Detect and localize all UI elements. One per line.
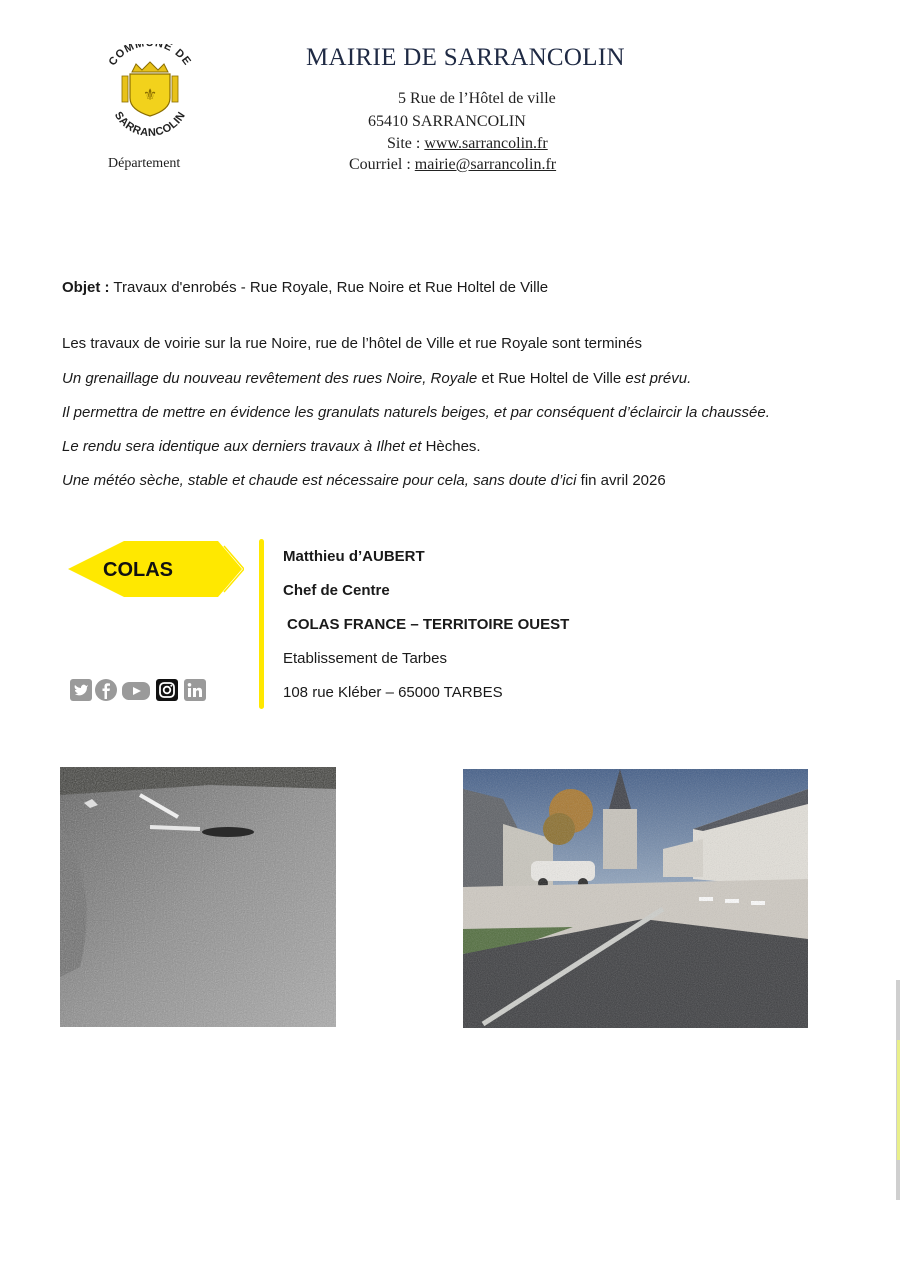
email-label: Courriel : [349,156,415,173]
svg-text:⚜: ⚜ [142,87,158,104]
signature-name: Matthieu d’AUBERT [283,548,425,565]
paragraph-3 [62,404,770,421]
paragraph-1: Les travaux de voirie sur la rue Noire, rue de l’hôtel de Ville et rue Royale sont terminés [62,335,643,352]
site-link[interactable]: www.sarrancolin.fr [424,135,548,152]
facebook-icon[interactable] [95,679,117,701]
paragraph-4-normal: Hèches. [425,438,481,455]
paragraph-2-italic-end: est prévu. [625,370,692,387]
youtube-icon[interactable] [122,682,150,700]
linkedin-icon[interactable] [184,679,206,701]
subject-label: Objet : [62,279,110,296]
paragraph-4 [62,438,481,455]
scan-edge-shadow [892,0,900,1272]
department-label: Département [108,156,181,171]
colas-logo-text: COLAS [103,559,173,581]
subject-text: Travaux d'enrobés - Rue Royale, Rue Noire et Rue Holtel de Ville [109,279,549,296]
signature-company: COLAS FRANCE – TERRITOIRE OUEST [287,616,570,633]
twitter-icon[interactable] [70,679,92,701]
site-label: Site : [387,135,425,152]
signature-role: Chef de Centre [283,582,390,599]
paragraph-5-italic: Une météo sèche, stable et chaude est nécessaire pour cela, sans doute d’ici [62,472,581,489]
paragraph-4-italic: Le rendu sera identique aux derniers travaux à Ilhet et [62,438,426,455]
mairie-title: MAIRIE DE SARRANCOLIN [306,44,625,71]
subject-line [62,279,548,296]
email-link[interactable]: mairie@sarrancolin.fr [414,156,557,173]
colas-logo [66,538,244,600]
paragraph-2-italic: Un grenaillage du nouveau revêtement des rues Noire, Royale [62,370,478,387]
signature-establishment: Etablissement de Tarbes [283,650,447,667]
email-line [349,156,556,174]
site-line [387,135,548,153]
crest-text-bottom: SARRANCOLIN [111,109,189,136]
photo-asphalt-road [60,767,336,1027]
paragraph-2-normal: et Rue Holtel de Ville [477,370,626,387]
photo-village-street [463,769,808,1028]
signature-address: 108 rue Kléber – 65000 TARBES [283,684,503,701]
paragraph-2 [62,370,691,387]
paragraph-5-normal: fin avril 2026 [580,472,666,489]
crest-text-top: COMM NE DE [106,44,194,69]
paragraph-3-text: Il permettra de mettre en évidence les granulats naturels beiges, et par conséquent d’éclaircir la chaussée. [62,404,770,421]
address-street: 5 Rue de l’Hôtel de ville [398,90,556,107]
signature-divider [259,539,264,709]
commune-crest [100,44,200,136]
instagram-icon[interactable] [156,679,178,701]
paragraph-5 [62,472,666,489]
address-city: 65410 SARRANCOLIN [368,113,526,130]
